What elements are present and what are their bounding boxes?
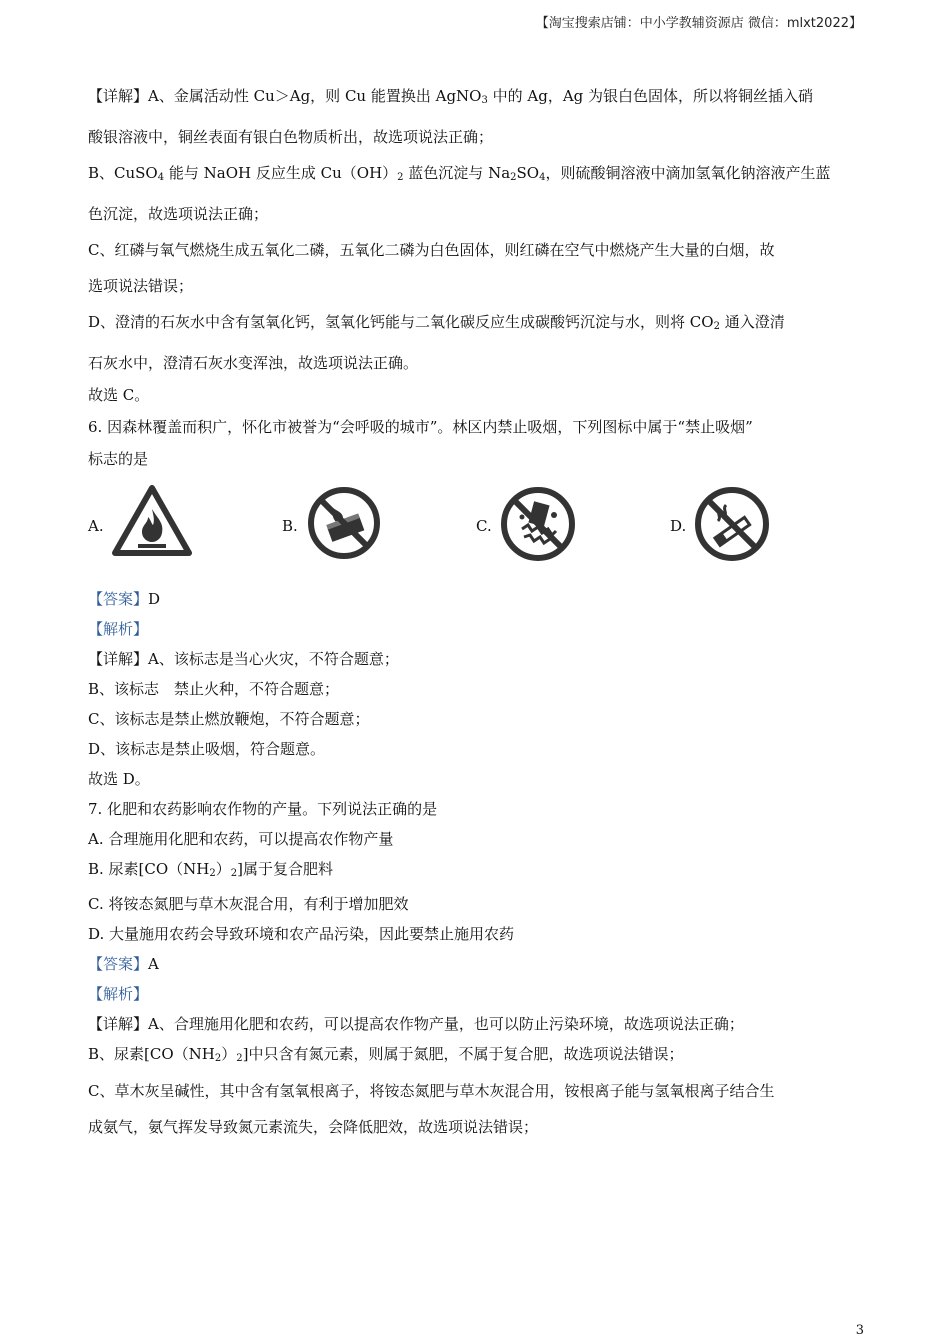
q7-option-c: C. 将铵态氮肥与草木灰混合用，有利于增加肥效 bbox=[88, 895, 409, 913]
q6-conclusion: 故选 D。 bbox=[88, 770, 150, 788]
q6-detail-a: 【详解】A、该标志是当心火灾，不符合题意； bbox=[88, 650, 399, 668]
q5-detail-c: C、红磷与氧气燃烧生成五氧化二磷，五氧化二磷为白色固体，则红磷在空气中燃烧产生大量的白烟，故 bbox=[88, 241, 775, 259]
q5-detail-c-cont: 选项说法错误； bbox=[88, 277, 194, 295]
q6-answer: 【答案】D bbox=[88, 590, 161, 608]
option-label: C. bbox=[476, 517, 492, 535]
q6-detail-c: C、该标志是禁止燃放鞭炮，不符合题意； bbox=[88, 710, 370, 728]
q7-option-d: D. 大量施用农药会导致环境和农产品污染，因此要禁止施用农药 bbox=[88, 925, 515, 943]
q7-answer: 【答案】A bbox=[88, 955, 159, 973]
q5-detail-d-cont: 石灰水中，澄清石灰水变浑浊，故选项说法正确。 bbox=[88, 354, 419, 372]
option-label: D. bbox=[670, 517, 687, 535]
no-open-flame-icon bbox=[304, 485, 384, 561]
q6-options bbox=[88, 481, 860, 575]
q7-detail-b: B、尿素$[CO(NH_2)_2]$中只含有氮元素，则属于氮肥，不属于复合肥，故选项说法错误； bbox=[88, 1045, 684, 1064]
page-number: 3 bbox=[855, 1323, 864, 1338]
q5-detail-b: B、CuSO$_4$ 能与 NaOH 反应生成 $Cu(OH)_2$ 蓝色沉淀与 $Na_2SO_4$，则硫酸铜溶液中滴加氢氧化钠溶液产生蓝 bbox=[88, 164, 831, 183]
q7-stem: 7. 化肥和农药影响农作物的产量。下列说法正确的是 bbox=[88, 800, 438, 818]
page-header: 【淘宝搜索店铺：中小学教辅资源店 微信：mlxt2022】 bbox=[535, 16, 862, 31]
q6-stem: 6. 因森林覆盖而积广，怀化市被誉为“会呼吸的城市”。林区内禁止吸烟，下列图标中属于“禁止吸烟” bbox=[88, 418, 753, 436]
q7-detail-c: C、草木灰呈碱性，其中含有氢氧根离子，将铵态氮肥与草木灰混合用，铵根离子能与氢氧根离子结合生 bbox=[88, 1082, 775, 1100]
q5-detail-a-cont: 酸银溶液中，铜丝表面有银白色物质析出，故选项说法正确； bbox=[88, 128, 494, 146]
option-label: A. bbox=[88, 517, 104, 535]
q5-conclusion: 故选 C。 bbox=[88, 386, 150, 404]
q6-detail-b: B、该标志 禁止火种，不符合题意； bbox=[88, 680, 340, 698]
q5-detail-a: 【详解】A、金属活动性 Cu＞Ag，则 Cu 能置换出 AgNO$_3$ 中的 Ag，Ag 为银白色固体，所以将铜丝插入硝 bbox=[88, 87, 814, 106]
q7-analysis-tag: 【解析】 bbox=[88, 985, 149, 1003]
fire-warning-icon bbox=[112, 485, 192, 557]
q6-stem-cont: 标志的是 bbox=[88, 450, 149, 468]
q7-option-a: A. 合理施用化肥和农药，可以提高农作物产量 bbox=[88, 830, 394, 848]
q6-analysis-tag: 【解析】 bbox=[88, 620, 149, 638]
no-smoking-icon bbox=[692, 485, 772, 563]
q5-detail-b-cont: 色沉淀，故选项说法正确； bbox=[88, 205, 269, 223]
q5-detail-d: D、澄清的石灰水中含有氢氧化钙，氢氧化钙能与二氧化碳反应生成碳酸钙沉淀与水，则将 $CO_2$ 通入澄清 bbox=[88, 313, 785, 332]
option-label: B. bbox=[282, 517, 298, 535]
document-body bbox=[88, 78, 860, 1145]
no-firecrackers-icon bbox=[498, 485, 578, 563]
q7-detail-c-cont: 成氨气，氨气挥发导致氮元素流失，会降低肥效，故选项说法错误； bbox=[88, 1118, 539, 1136]
q7-detail-a: 【详解】A、合理施用化肥和农药，可以提高农作物产量，也可以防止污染环境，故选项说法正确； bbox=[88, 1015, 744, 1033]
q6-detail-d: D、该标志是禁止吸烟，符合题意。 bbox=[88, 740, 326, 758]
q7-option-b: B. 尿素$[CO(NH_2)_2]$属于复合肥料 bbox=[88, 860, 334, 879]
